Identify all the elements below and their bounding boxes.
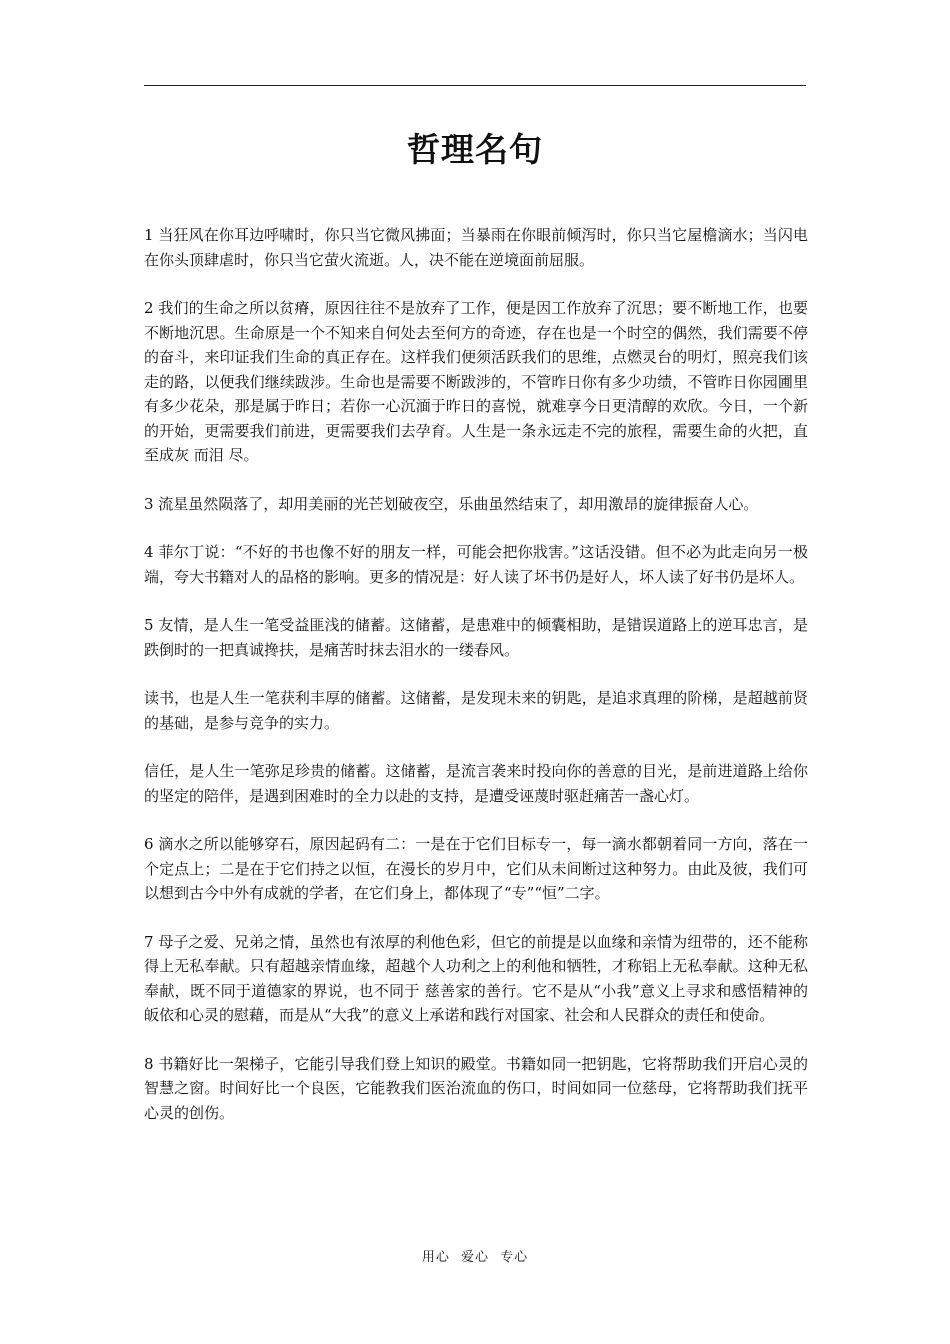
paragraph-5-reading: 读书，也是人生一笔获利丰厚的储蓄。这储蓄，是发现未来的钥匙，是追求真理的阶梯，是超越前贤的基础，是参与竞争的实力。 — [144, 689, 808, 732]
paragraph-5: 5 友情，是人生一笔受益匪浅的储蓄。这储蓄，是患难中的倾囊相助，是错误道路上的逆耳忠言，是跌倒时的一把真诚搀扶，是痛苦时抹去泪水的一缕春风。 — [144, 616, 808, 659]
paragraph-8: 8 书籍好比一架梯子，它能引导我们登上知识的殿堂。书籍如同一把钥匙，它将帮助我们开启心灵的智慧之窗。时间好比一个良医，它能教我们医治流血的伤口，时间如同一位慈母，它将帮助我们抚平心灵的创伤。 — [144, 1054, 808, 1122]
paragraph-5-trust: 信任，是人生一笔弥足珍贵的储蓄。这储蓄，是流言袭来时投向你的善意的目光，是前进道路上给你的坚定的陪伴，是遇到困难时的全力以赴的支持，是遭受诬蔑时驱赶痛苦一盏心灯。 — [144, 762, 808, 805]
paragraph-4: 4 菲尔丁说：“不好的书也像不好的朋友一样，可能会把你戕害。”这话没错。但不必为此走向另一极端，夸大书籍对人的品格的影响。更多的情况是：好人读了坏书仍是好人，坏人读了好书仍是坏人。 — [144, 543, 808, 586]
paragraph-6: 6 滴水之所以能够穿石，原因起码有二：一是在于它们目标专一，每一滴水都朝着同一方向，落在一个定点上；二是在于它们持之以恒，在漫长的岁月中，它们从未间断过这种努力。由此及彼，我们可以想到古今中外有成就的学者，在它们身上，都体现了“专”“恒”二字。 — [144, 835, 808, 902]
page-title: 哲理名句 — [407, 130, 543, 169]
paragraph-1: 1 当狂风在你耳边呼啸时，你只当它微风拂面；当暴雨在你眼前倾泻时，你只当它屋檐滴水；当闪电在你头顶肆虐时，你只当它萤火流逝。人，决不能在逆境面前屈服。 — [144, 226, 808, 269]
paragraph-3: 3 流星虽然陨落了，却用美丽的光芒划破夜空，乐曲虽然结束了，却用激昂的旋律振奋人心。 — [144, 494, 759, 513]
document-body — [144, 223, 808, 1149]
header-rule — [144, 85, 806, 86]
paragraph-2: 2 我们的生命之所以贫瘠，原因往往不是放弃了工作，便是因工作放弃了沉思；要不断地工作，也要不断地沉思。生命原是一个不知来自何处去至何方的奇迹，存在也是一个时空的偶然，我们需要不停的奋斗，来印证我们生命的真正存在。这样我们便须活跃我们的思维，点燃灵台的明灯，照亮我们该走的路，以便我们继续跋涉。生命也是需要不断跋涉的，不管昨日你有多少功绩，不管昨日你园圃里有多少花朵，那是属于昨日；若你一心沉湎于昨日的喜悦，就难享今日更清醇的欢欣。今日，一个新的开始，更需要我们前进，更需要我们去孕育。人生是一条永远走不完的旅程，需要生命的火把，直至成灰 而泪 尽。 — [144, 299, 808, 464]
page-footer: 用心 爱心 专心 — [421, 1250, 529, 1265]
paragraph-7: 7 母子之爱、兄弟之情，虽然也有浓厚的利他色彩，但它的前提是以血缘和亲情为纽带的，还不能称得上无私奉献。只有超越亲情血缘，超越个人功利之上的利他和牺牲，才称铝上无私奉献。这种无私奉献，既不同于道德家的界说，也不同于 慈善家的善行。它不是从“小我”意义上寻求和感悟精神的皈依和心灵的慰藉，而是从“大我”的意义上承诺和践行对国家、社会和人民群众的责任和使命。 — [144, 932, 808, 1024]
